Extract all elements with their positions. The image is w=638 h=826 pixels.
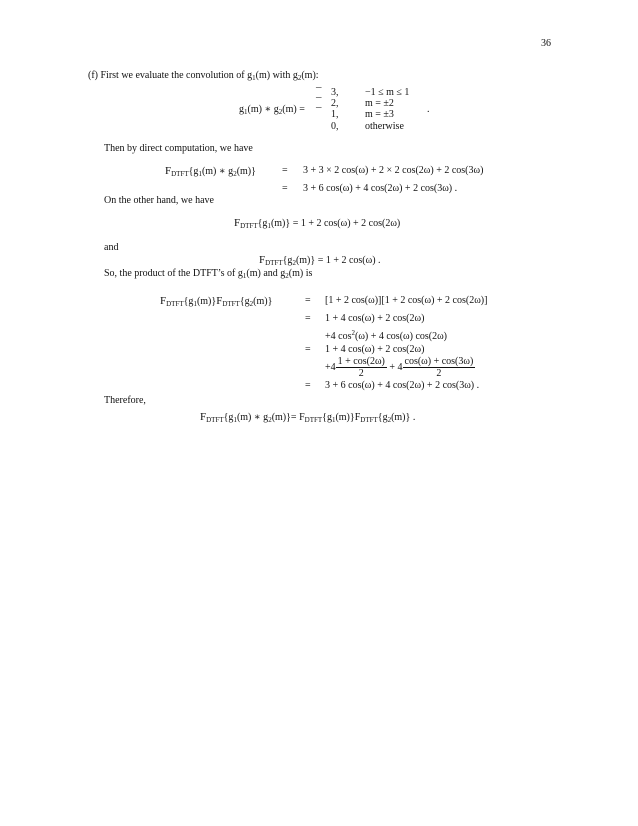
- therefore-text: Therefore,: [104, 395, 146, 406]
- eq4-row6: 3 + 6 cos(ω) + 4 cos(2ω) + 2 cos(3ω) .: [325, 380, 480, 391]
- piecewise-val: 1,: [331, 109, 339, 120]
- eq1-equals: =: [282, 183, 288, 194]
- fraction: $\frac{\cos(\omega) + \cos(3\omega)}{2}$: [404, 356, 474, 379]
- eq4-equals: =: [305, 313, 311, 324]
- fraction: $\frac{1 + \cos(2\omega)}{2}$: [337, 356, 385, 379]
- convolution-lhs: $g_1(m)$ ∗ $g_2(m)$ =: [239, 104, 305, 116]
- eq4-row5: +4 $\frac{1 + \cos(2\omega)}{2}$ + 4 $\frac{\cos(\omega) + \cos(3\omega)}{2}$: [325, 356, 474, 379]
- eq3: $F_{DTFT}\{g_2(m)\} = 1 + 2$ cos(ω) .: [259, 254, 381, 267]
- eq4-equals: =: [305, 380, 311, 391]
- eq5: $F_{DTFT}\{g_1(m)$ ∗ $g_2(m)\}= F_{DTFT}\{g_1(m)\}F_{DTFT}\{g_2(m)\}$ .: [200, 411, 416, 424]
- eq1-lhs: $F_{DTFT}\{g_1(m)$ ∗ $g_2(m)$}: [165, 165, 256, 178]
- eq4-row1: [1 + 2 cos(ω)][1 + 2 cos(ω) + 2 cos(2ω)]: [325, 295, 488, 306]
- and-text: and: [104, 242, 119, 253]
- eq4-equals: =: [305, 295, 311, 306]
- eq1-rhs-line1: 3 + 3 × 2 cos(ω) + 2 × 2 cos(2ω) + 2 cos(3ω): [303, 165, 484, 176]
- piecewise-cond: m = ±3: [365, 109, 394, 120]
- brace-mark: – – –: [316, 81, 322, 113]
- eq4-row3: +4 $\cos^2(\omega) + 4$ cos(ω) cos(2ω): [325, 329, 448, 342]
- eq4-row4: 1 + 4 cos(ω) + 2 cos(2ω): [325, 344, 425, 355]
- then-text: Then by direct computation, we have: [104, 143, 253, 154]
- eq4-equals: =: [305, 344, 311, 355]
- eq4-row2: 1 + 4 cos(ω) + 2 cos(2ω): [325, 313, 425, 324]
- eq1-rhs-line2: 3 + 6 cos(ω) + 4 cos(2ω) + 2 cos(3ω) .: [303, 183, 458, 194]
- eq1-equals: =: [282, 165, 288, 176]
- intro-line: (f) First we evaluate the convolution of $g_1(m)$ with $g_2(m)$:: [88, 70, 319, 82]
- piecewise-val: 0,: [331, 121, 339, 132]
- eq4-lhs: $F_{DTFT}\{g_1(m)\}F_{DTFT}\{g_2(m)\}$: [160, 295, 273, 308]
- piecewise-cond: m = ±2: [365, 98, 394, 109]
- piecewise-cond: −1 ≤ m ≤ 1: [365, 87, 410, 98]
- so-text: So, the product of the DTFT’s of $g_1(m)$ and $g_2(m)$ is: [104, 268, 313, 280]
- other-hand-text: On the other hand, we have: [104, 195, 214, 206]
- piecewise-cond: otherwise: [365, 121, 404, 132]
- piecewise-period: .: [427, 104, 430, 115]
- piecewise-val: 3,: [331, 87, 339, 98]
- page-number: 36: [541, 38, 551, 49]
- piecewise-val: 2,: [331, 98, 339, 109]
- eq2: $F_{DTFT}\{g_1(m)\} = 1 + 2$ cos(ω) + 2 cos(2ω): [234, 217, 401, 230]
